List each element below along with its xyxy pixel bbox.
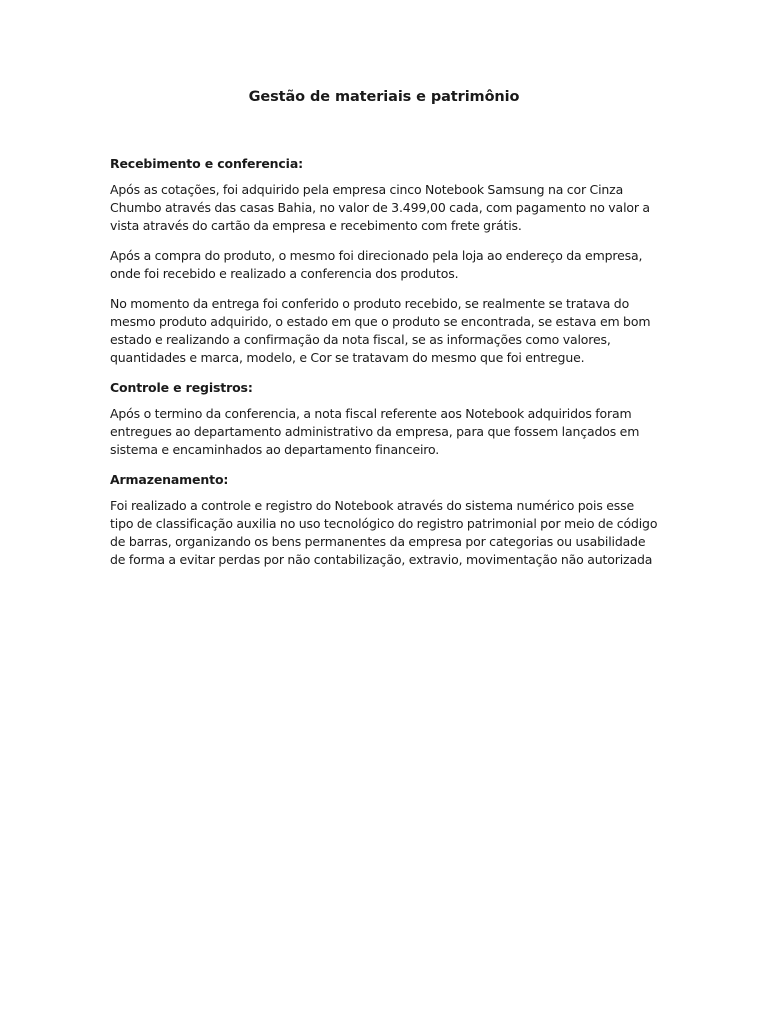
paragraph-compra: Após a compra do produto, o mesmo foi direcionado pela loja ao endereço da empresa, onde foi recebido e realizado a conferencia dos produtos. xyxy=(110,248,643,281)
document-title: Gestão de materiais e patrimônio xyxy=(248,89,520,105)
paragraph-entrega: No momento da entrega foi conferido o produto recebido, se realmente se tratava do mesmo produto adquirido, o estado em que o produto se encontrada, se estava em bom estado e realizando a confirmação da nota fiscal, se as informações como valores, quantidades e marca, modelo, e Cor se tratavam do mesmo que foi entregue. xyxy=(110,296,651,365)
document-body xyxy=(110,86,658,581)
paragraph-cotacoes: Após as cotações, foi adquirido pela empresa cinco Notebook Samsung na cor Cinza Chumbo através das casas Bahia, no valor de 3.499,00 cada, com pagamento no valor a vista através do cartão da empresa e recebimento com frete grátis. xyxy=(110,182,650,233)
section-heading-recebimento: Recebimento e conferencia: xyxy=(110,156,303,171)
section-heading-armazenamento: Armazenamento: xyxy=(110,472,229,487)
paragraph-nota-fiscal: Após o termino da conferencia, a nota fiscal referente aos Notebook adquiridos foram entregues ao departamento administrativo da empresa, para que fossem lançados em sistema e encaminhados ao departamento financeiro. xyxy=(110,406,640,457)
paragraph-registro: Foi realizado a controle e registro do Notebook através do sistema numérico pois esse tipo de classificação auxilia no uso tecnológico do registro patrimonial por meio de código de barras, organizando os bens permanentes da empresa por categorias ou usabilidade de forma a evitar perdas por não contabilização, extravio, movimentação não autorizada xyxy=(110,498,658,567)
section-heading-controle: Controle e registros: xyxy=(110,380,253,395)
